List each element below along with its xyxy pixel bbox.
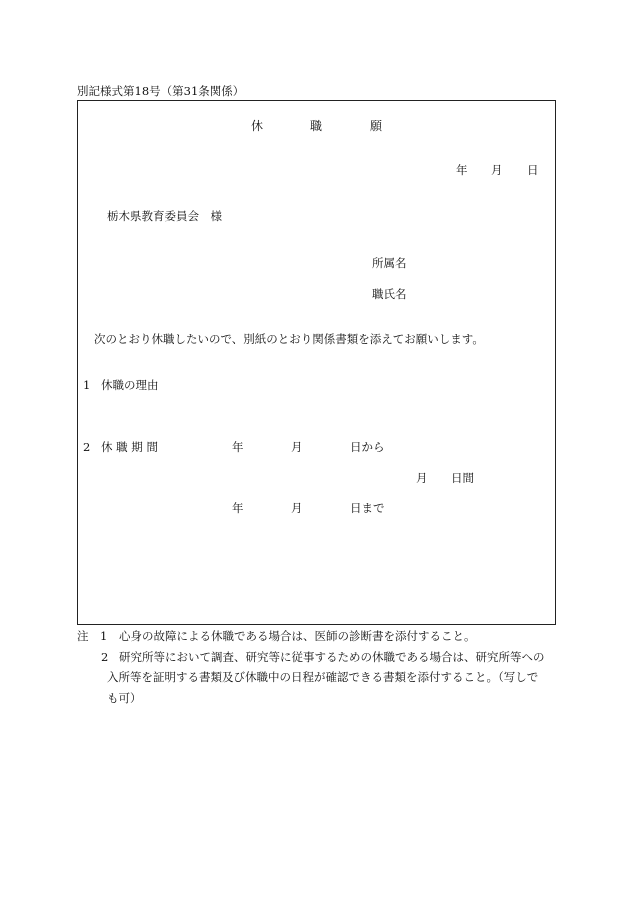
duration-day-label: 日間 (451, 471, 474, 485)
end-month-label: 月 (291, 501, 303, 515)
start-month-label: 月 (291, 440, 303, 454)
note2-number: 2 (101, 650, 109, 664)
note2-line2: 入所等を証明する書類及び休職中の日程が確認できる書類を添付すること。（写しで (107, 670, 539, 684)
notes-heading: 注 (77, 629, 89, 643)
affiliation-label: 所属名 (372, 256, 407, 270)
note1-text: 心身の故障による休職である場合は、医師の診断書を添付すること。 (119, 629, 476, 643)
start-day-label: 日から (350, 440, 385, 454)
item1-label: 休職の理由 (101, 378, 159, 392)
duration-month-label: 月 (416, 471, 428, 485)
item2-label: 休 職 期 間 (101, 440, 158, 454)
application-form-box (77, 100, 556, 625)
date-month-label: 月 (491, 163, 503, 177)
note2-line1: 研究所等において調査、研究等に従事するための休職である場合は、研究所等への (119, 650, 545, 664)
item1-number: 1 (83, 378, 91, 392)
note1-number: 1 (100, 629, 108, 643)
request-text: 次のとおり休職したいので、別紙のとおり関係書類を添えてお願いします。 (94, 332, 484, 346)
form-reference: 別記様式第18号（第31条関係） (77, 84, 245, 98)
name-label: 職氏名 (372, 287, 407, 301)
date-day-label: 日 (527, 163, 539, 177)
title-char-3: 願 (370, 119, 383, 133)
end-year-label: 年 (232, 501, 244, 515)
note2-line3: も可） (107, 691, 142, 705)
end-day-label: 日まで (350, 501, 385, 515)
title-char-2: 職 (310, 119, 323, 133)
title-char-1: 休 (251, 119, 264, 133)
addressee: 栃木県教育委員会 様 (107, 209, 222, 223)
date-year-label: 年 (456, 163, 468, 177)
start-year-label: 年 (232, 440, 244, 454)
item2-number: 2 (83, 440, 91, 454)
